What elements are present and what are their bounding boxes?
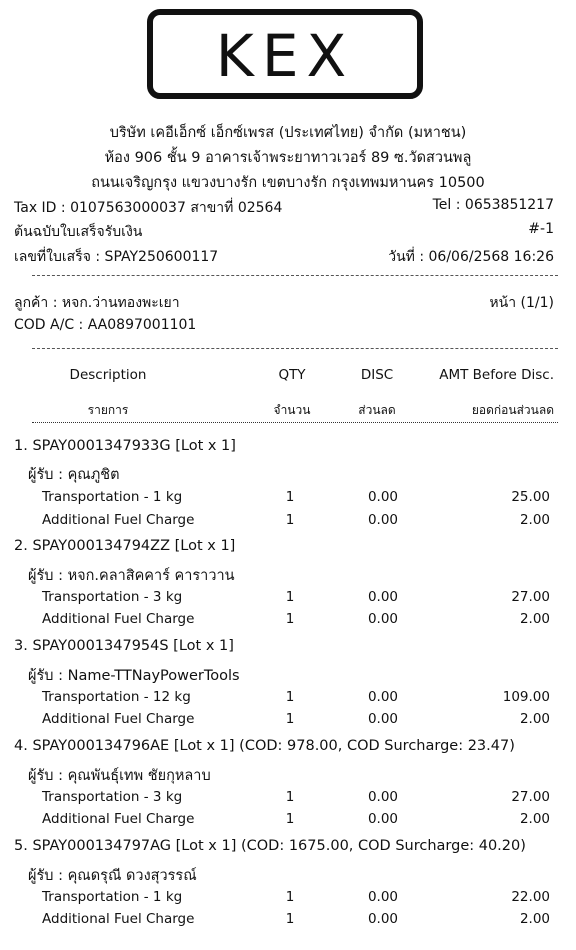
col-description: Description [69, 367, 147, 383]
charge-amount: 25.00 [511, 489, 550, 505]
charge-amount: 109.00 [502, 689, 550, 705]
col-qty-th: จำนวน [273, 403, 311, 417]
item-recipient: ผู้รับ : Name-TTNayPowerTools [28, 668, 240, 684]
item-title: 4. SPAY000134796AE [Lot x 1] (COD: 978.00, COD Surcharge: 23.47) [14, 738, 515, 754]
col-amount: AMT Before Disc. [439, 367, 554, 383]
charge-qty: 1 [285, 789, 295, 805]
charge-qty: 1 [285, 489, 295, 505]
charge-description: Transportation - 1 kg [42, 889, 183, 905]
charge-description: Transportation - 3 kg [42, 789, 183, 805]
charge-description: Transportation - 12 kg [42, 689, 191, 705]
charge-qty: 1 [285, 512, 295, 528]
charge-description: Additional Fuel Charge [42, 911, 195, 927]
charge-discount: 0.00 [367, 789, 398, 805]
charge-amount: 2.00 [519, 811, 550, 827]
col-amount-th: ยอดก่อนส่วนลด [471, 403, 554, 417]
item-title: 3. SPAY0001347954S [Lot x 1] [14, 638, 234, 654]
item-recipient: ผู้รับ : คุณพันธุ์เทพ ชัยกุหลาบ [28, 768, 211, 784]
page-indicator: หน้า (1/1) [489, 295, 554, 311]
item-recipient: ผู้รับ : คุณดรุณี ดวงสุวรรณ์ [28, 868, 197, 884]
charge-description: Additional Fuel Charge [42, 811, 195, 827]
document-type: ต้นฉบับใบเสร็จรับเงิน [14, 224, 143, 240]
charge-amount: 27.00 [511, 589, 550, 605]
receipt-date: วันที่ : 06/06/2568 16:26 [388, 249, 554, 265]
tax-id: Tax ID : 0107563000037 สาขาที่ 02564 [14, 200, 283, 216]
col-qty: QTY [278, 367, 306, 383]
charge-qty: 1 [285, 711, 295, 727]
item-title: 5. SPAY000134797AG [Lot x 1] (COD: 1675.00, COD Surcharge: 40.20) [14, 838, 526, 854]
charge-amount: 2.00 [519, 512, 550, 528]
item-title: 2. SPAY000134794ZZ [Lot x 1] [14, 538, 236, 554]
charge-amount: 2.00 [519, 611, 550, 627]
col-description-th: รายการ [87, 403, 129, 417]
charge-amount: 22.00 [511, 889, 550, 905]
charge-discount: 0.00 [367, 689, 398, 705]
charge-description: Additional Fuel Charge [42, 611, 195, 627]
receipt-number: เลขที่ใบเสร็จ : SPAY250600117 [14, 249, 219, 265]
cod-account: COD A/C : AA0897001101 [14, 317, 197, 333]
item-recipient: ผู้รับ : คุณภูชิต [28, 467, 120, 483]
col-disc: DISC [360, 367, 394, 383]
company-address-line2: ถนนเจริญกรุง แขวงบางรัก เขตบางรัก กรุงเทพมหานคร 10500 [91, 175, 485, 191]
charge-qty: 1 [285, 689, 295, 705]
customer-name: ลูกค้า : หจก.ว่านทองพะเยา [14, 295, 180, 311]
charge-amount: 2.00 [519, 911, 550, 927]
telephone: Tel : 0653851217 [432, 197, 554, 213]
header-underline [32, 422, 558, 423]
item-recipient: ผู้รับ : หจก.คลาสิคคาร์ คาราวาน [28, 568, 235, 584]
charge-qty: 1 [285, 589, 295, 605]
charge-qty: 1 [285, 811, 295, 827]
charge-amount: 2.00 [519, 711, 550, 727]
logo-text: KEX [215, 22, 355, 90]
charge-description: Transportation - 3 kg [42, 589, 183, 605]
divider [32, 275, 558, 276]
charge-qty: 1 [285, 911, 295, 927]
charge-discount: 0.00 [367, 489, 398, 505]
company-address-line1: ห้อง 906 ชั้น 9 อาคารเจ้าพระยาทาวเวอร์ 89 ซ.วัดสวนพลู [104, 150, 472, 166]
charge-qty: 1 [285, 889, 295, 905]
charge-description: Additional Fuel Charge [42, 711, 195, 727]
copy-number: #-1 [528, 221, 554, 237]
charge-description: Additional Fuel Charge [42, 512, 195, 528]
charge-discount: 0.00 [367, 611, 398, 627]
kex-logo [146, 8, 424, 100]
divider [32, 348, 558, 349]
charge-discount: 0.00 [367, 911, 398, 927]
charge-discount: 0.00 [367, 589, 398, 605]
charge-discount: 0.00 [367, 811, 398, 827]
company-name: บริษัท เคอีเอ็กซ์ เอ็กซ์เพรส (ประเทศไทย) จำกัด (มหาชน) [109, 125, 467, 141]
charge-description: Transportation - 1 kg [42, 489, 183, 505]
charge-discount: 0.00 [367, 711, 398, 727]
charge-qty: 1 [285, 611, 295, 627]
charge-amount: 27.00 [511, 789, 550, 805]
charge-discount: 0.00 [367, 889, 398, 905]
col-disc-th: ส่วนลด [358, 403, 396, 417]
charge-discount: 0.00 [367, 512, 398, 528]
item-title: 1. SPAY0001347933G [Lot x 1] [14, 438, 236, 454]
